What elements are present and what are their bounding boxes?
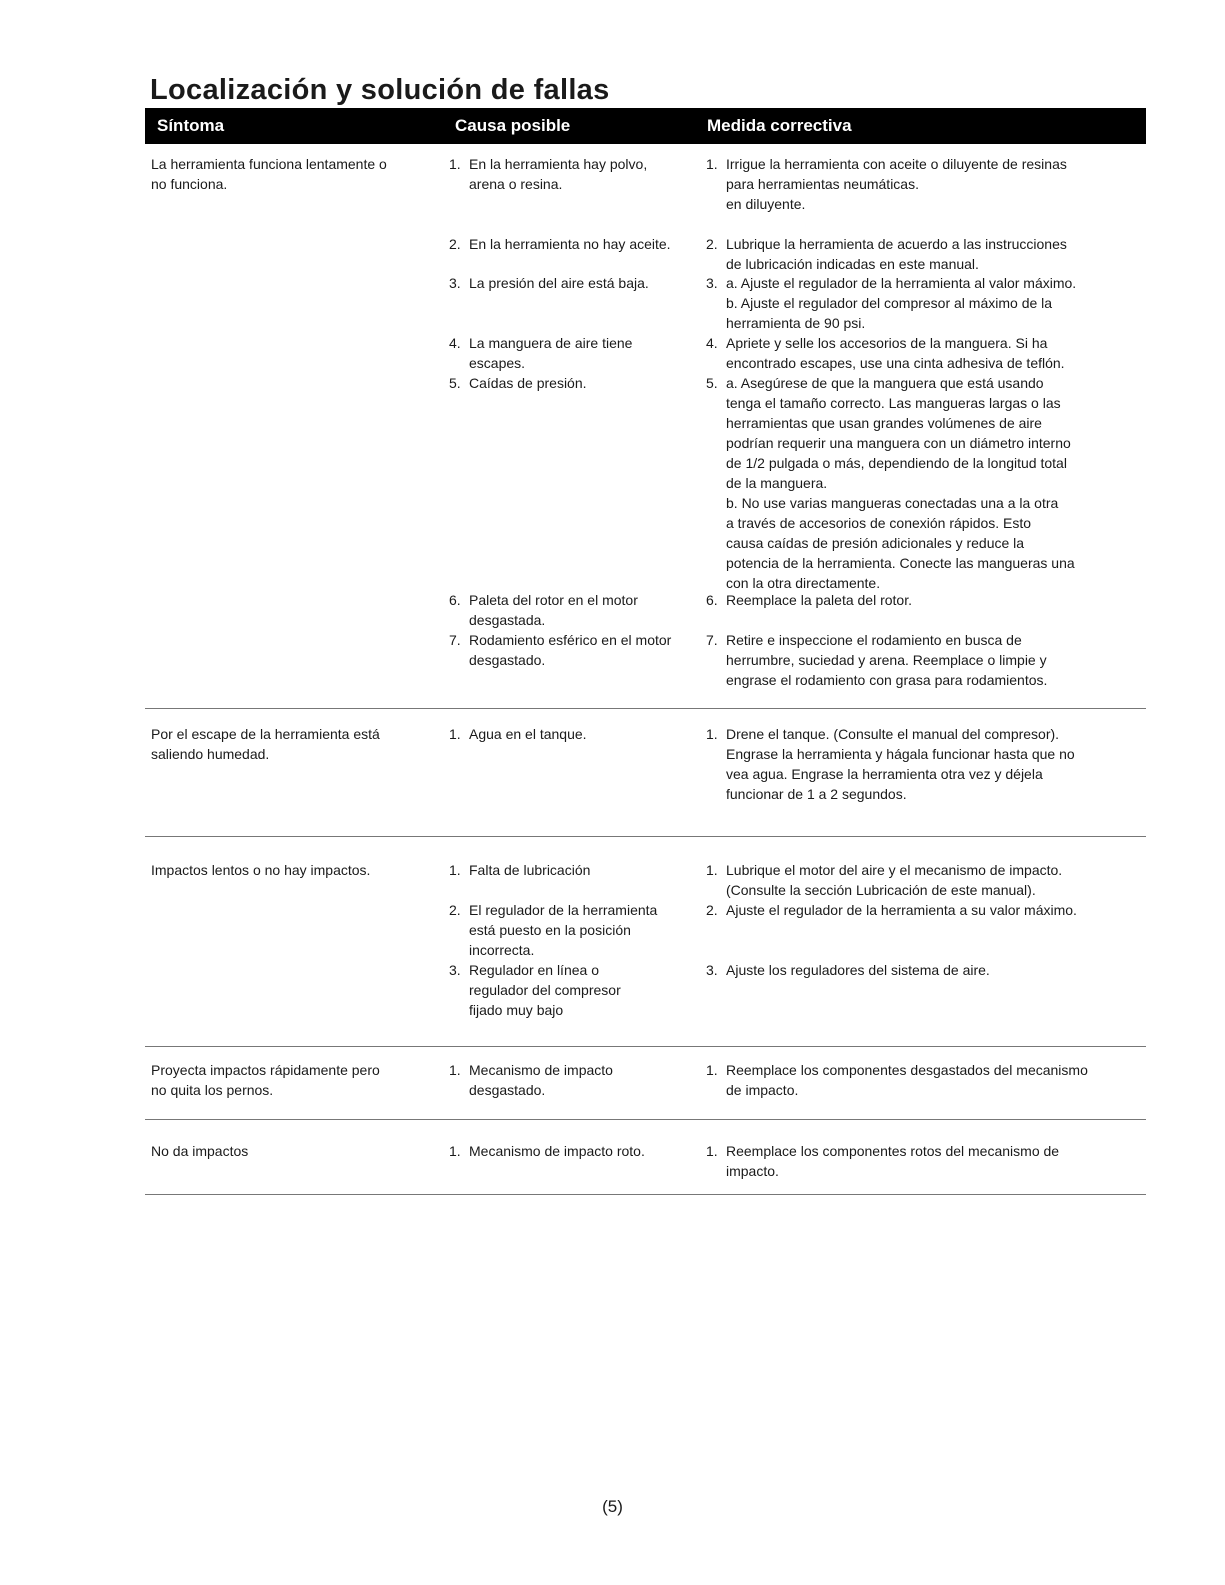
column-header-symptom: Síntoma [157,116,225,135]
row-divider [145,1119,1146,1120]
row-divider [145,836,1146,837]
table-row: Proyecta impactos rápidamente pero no quita los pernos. 1. Mecanismo de impacto desgastado. 1. Reemplace los componentes desgastados del mecanismo de impacto. [145,1060,1146,1120]
page-title: Localización y solución de fallas [150,74,610,106]
row-divider [145,1194,1146,1195]
row-divider [145,708,1146,709]
row-divider [145,1046,1146,1047]
column-header-remedy: Medida correctiva [707,116,852,135]
column-header-cause: Causa posible [455,116,571,135]
symptom-text: Por el escape de la herramienta está saliendo humedad. [151,726,380,762]
table-header [145,108,1146,144]
symptom-text: Proyecta impactos rápidamente pero no quita los pernos. [151,1062,380,1098]
page-number: (5) [602,1497,623,1516]
table-row: Impactos lentos o no hay impactos. 1. Falta de lubricación 2. El regulador de la herramienta está puesto en la posición incorrecta. 3. Regulador en línea o regulador del compresor fijado muy bajo 1. Lubrique el motor del aire y el mecanismo de impacto. (Consulte la sección Lubricación de este manual). 2. Ajuste el regulador de la herramienta a su valor máximo. 3. Ajuste los reguladores del sistema de aire. [145,860,1146,1047]
symptom-text: La herramienta funciona lentamente o no funciona. [151,156,387,192]
table-row: No da impactos 1. Mecanismo de impacto roto. 1. Reemplace los componentes rotos del mecanismo de impacto. [145,1141,1146,1195]
symptom-text: No da impactos [151,1143,249,1159]
table-row: La herramienta funciona lentamente o no funciona. 1. En la herramienta hay polvo, arena o resina. 2. En la herramienta no hay aceite. 3. La presión del aire está baja. 4. La manguera de aire tiene escapes. 5. Caídas de presión. 6. Paleta del rotor en el motor desgastada. 7. Rodamiento esférico en el motor desgastado. 1. Irrigue la herramienta con aceite o diluyente de resinas para herramientas neumáticas. en diluyente. 2. Lubrique la herramienta de acuerdo a las instrucciones de lubricación indicadas en este manual. 3. a. Ajuste el regulador de la herramienta al valor máximo. b. Ajuste el regulador del compresor al máximo de la herramienta de 90 psi. 4. Apriete y selle los accesorios de la manguera. Si ha encontrado escapes, use una cinta adhesiva de teflón. 5. a. Asegúrese de que la manguera que está usando tenga el tamaño correcto. Las mangueras largas o las herramientas que usan grandes volúmenes de aire podrían requerir una manguera con un diámetro interno de 1/2 pulgada o más, dependiendo de la longitud total de la manguera. b. No use varias mangueras conectadas una a la otra a través de accesorios de conexión rápidos. Esto causa caídas de presión adicionales y reduce la potencia de la herramienta. Conecte las mangueras una con la otra directamente. 6. Reemplace la paleta del rotor. 7. Retire e inspeccione el rodamiento en busca de herrumbre, suciedad y arena. Reemplace o limpie y engrase el rodamiento con grasa para rodamientos. [145,154,1146,709]
symptom-text: Impactos lentos o no hay impactos. [151,862,371,878]
table-row: Por el escape de la herramienta está saliendo humedad. 1. Agua en el tanque. 1. Drene el tanque. (Consulte el manual del compresor). Engrase la herramienta y hágala funcionar hasta que no vea agua. Engrase la herramienta otra vez y déjela funcionar de 1 a 2 segundos. [145,724,1146,837]
